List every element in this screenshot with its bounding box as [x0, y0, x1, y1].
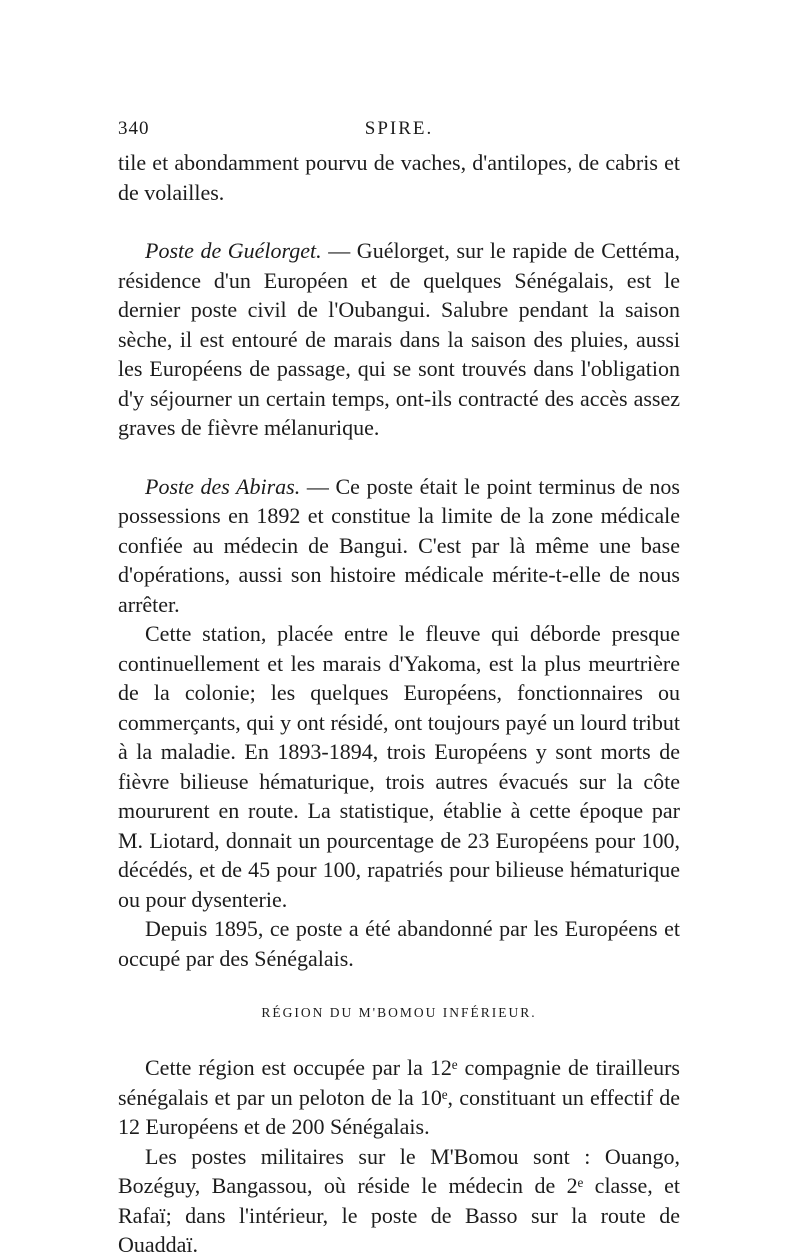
paragraph-depuis: Depuis 1895, ce poste a été abandonné par les Européens et occupé par des Sénégalais. — [118, 916, 680, 971]
running-head — [118, 118, 680, 148]
paragraph-poste-abiras — [118, 472, 680, 620]
spacer — [118, 443, 680, 472]
body-text — [118, 148, 680, 1260]
book-page — [118, 118, 680, 1260]
paragraph-postes-militaires: Les postes militaires sur le M'Bomou sont : Ouango, Bozéguy, Bangassou, où réside le médecin de 2ᵉ classe, et Rafaï; dans l'intérieur, le poste de Basso sur la route de Ouaddaï. — [118, 1143, 680, 1257]
section-heading: RÉGION DU M'BOMOU INFÉRIEUR. — [261, 1005, 537, 1020]
paragraph-lead-abiras: Poste des Abiras. — [145, 473, 301, 499]
paragraph-body-abiras: — Ce poste était le point terminus de nos possessions en 1892 et constitue la limite de la zone médicale confiée au médecin de Bangui. C'est par là même une base d'opérations, aussi son histoire médicale mérite-t-elle de nous arrêter. — [118, 473, 680, 617]
paragraph-region: Cette région est occupée par la 12ᵉ compagnie de tirailleurs sénégalais et par un peloton de la 10ᵉ, constituant un effectif de 12 Européens et de 200 Sénégalais. — [118, 1055, 680, 1139]
running-title: SPIRE. — [364, 118, 434, 139]
paragraph-station: Cette station, placée entre le fleuve qui déborde presque continuellement et les marais d'Yakoma, est la plus meurtrière de la colonie; les quelques Européens, fonctionnaires ou commerçants, qui y ont résidé, ont toujours payé un lourd tribut à la maladie. En 1893-1894, trois Européens y sont morts de fièvre bilieuse hématurique, trois autres évacués sur la côte moururent en route. La statistique, établie à cette époque par M. Liotard, donnait un pourcentage de 23 Européens pour 100, décédés, et de 45 pour 100, rapatriés pour bilieuse hématurique ou pour dysenterie. — [118, 621, 680, 912]
page-number: 340 — [118, 118, 150, 139]
paragraph-poste-guelorget — [118, 236, 680, 443]
spacer — [118, 207, 680, 236]
paragraph-body-guelorget: — Guélorget, sur le rapide de Cettéma, résidence d'un Européen et de quelques Sénégalais, est le dernier poste civil de l'Oubangui. Salubre pendant la saison sèche, il est entouré de marais dans la saison des pluies, aussi les Européens de passage, qui se sont trouvés dans l'obligation d'y séjourner un certain temps, ont-ils contracté des accès assez graves de fièvre mélanurique. — [118, 238, 681, 440]
paragraph-lead-guelorget: Poste de Guélorget. — [145, 238, 322, 263]
paragraph-continuation: tile et abondamment pourvu de vaches, d'antilopes, de cabris et de volailles. — [118, 150, 680, 205]
